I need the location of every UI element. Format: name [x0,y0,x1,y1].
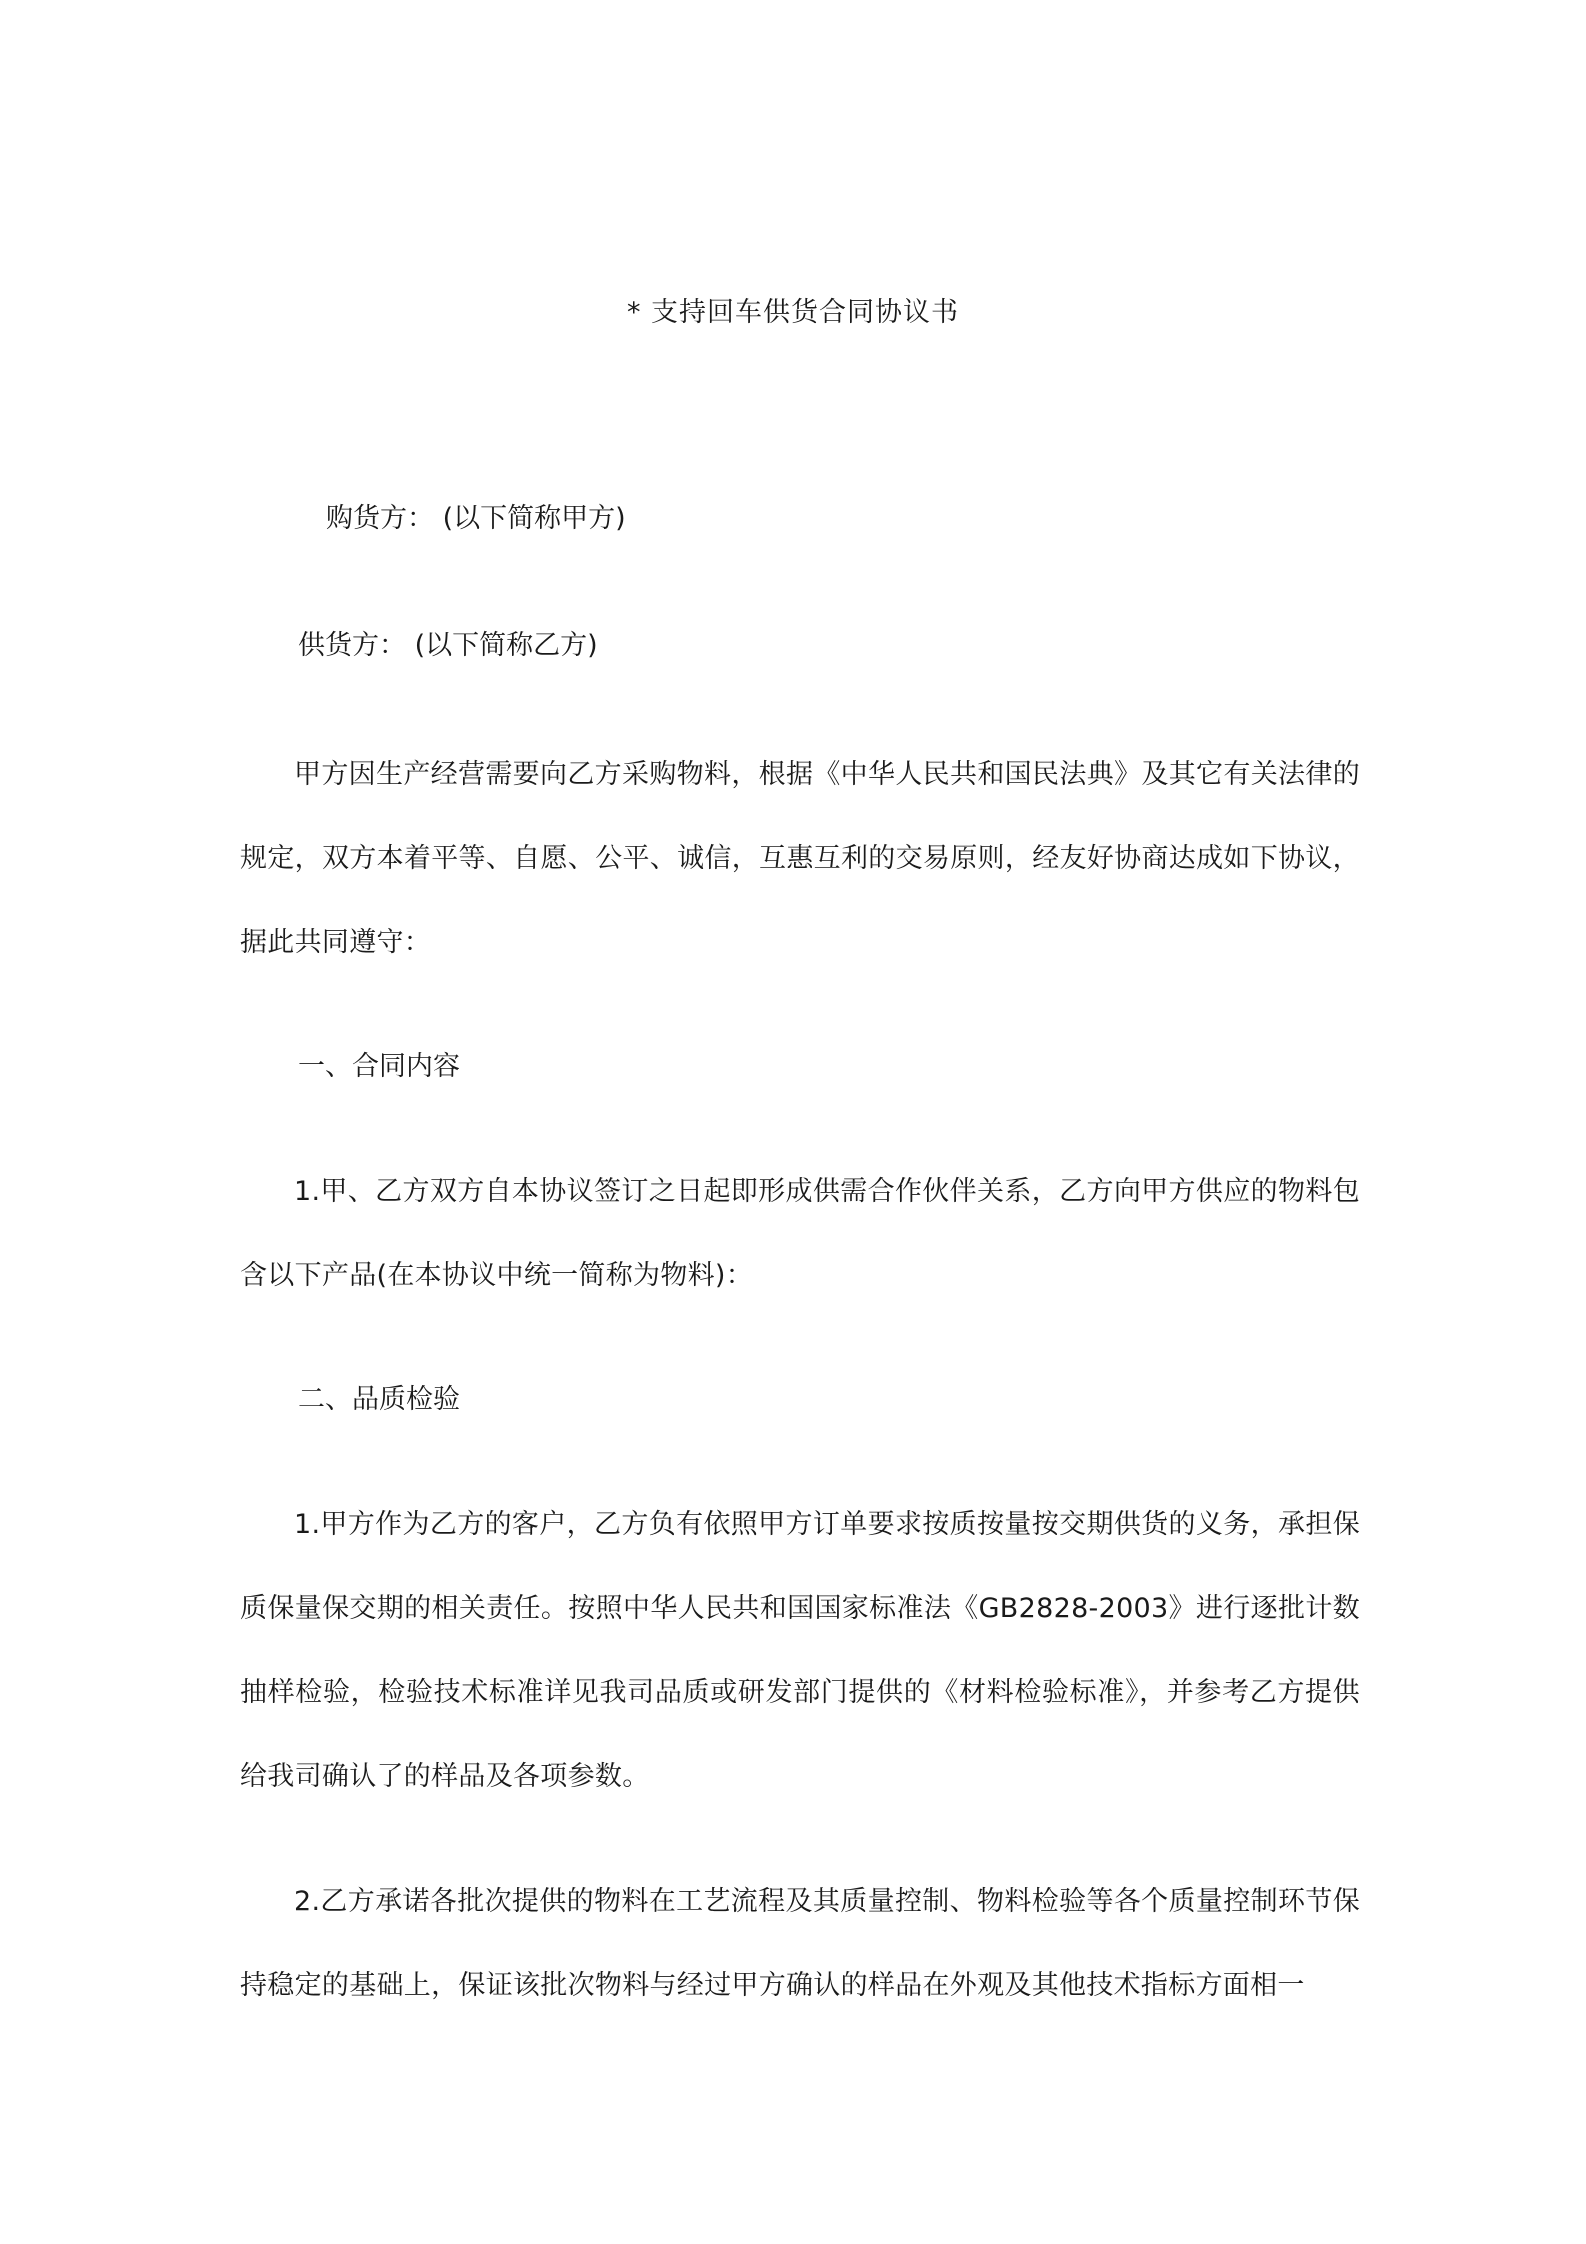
section2-item1: 1.甲方作为乙方的客户，乙方负有依照甲方订单要求按质按量按交期供货的义务，承担保质保量保交期的相关责任。按照中华人民共和国国家标准法《GB2828-2003》进行逐批计数抽样检验，检验技术标准详见我司品质或研发部门提供的《材料检验标准》，并参考乙方提供给我司确认了的样品及各项参数。 [240,1509,1360,1792]
buyer-line: 购货方： (以下简称甲方) [326,503,626,534]
document-title: * 支持回车供货合同协议书 [626,297,960,328]
section2-item2: 2.乙方承诺各批次提供的物料在工艺流程及其质量控制、物料检验等各个质量控制环节保持稳定的基础上，保证该批次物料与经过甲方确认的样品在外观及其他技术指标方面相一 [240,1886,1360,2001]
section1-heading: 一、合同内容 [298,1051,460,1082]
section1-item1: 1.甲、乙方双方自本协议签订之日起即形成供需合作伙伴关系，乙方向甲方供应的物料包含以下产品(在本协议中统一简称为物料)： [240,1176,1360,1291]
intro-paragraph: 甲方因生产经营需要向乙方采购物料，根据《中华人民共和国民法典》及其它有关法律的规定，双方本着平等、自愿、公平、诚信，互惠互利的交易原则，经友好协商达成如下协议，据此共同遵守： [240,759,1360,958]
supplier-line: 供货方： (以下简称乙方) [298,630,598,661]
section2-heading: 二、品质检验 [298,1384,460,1415]
